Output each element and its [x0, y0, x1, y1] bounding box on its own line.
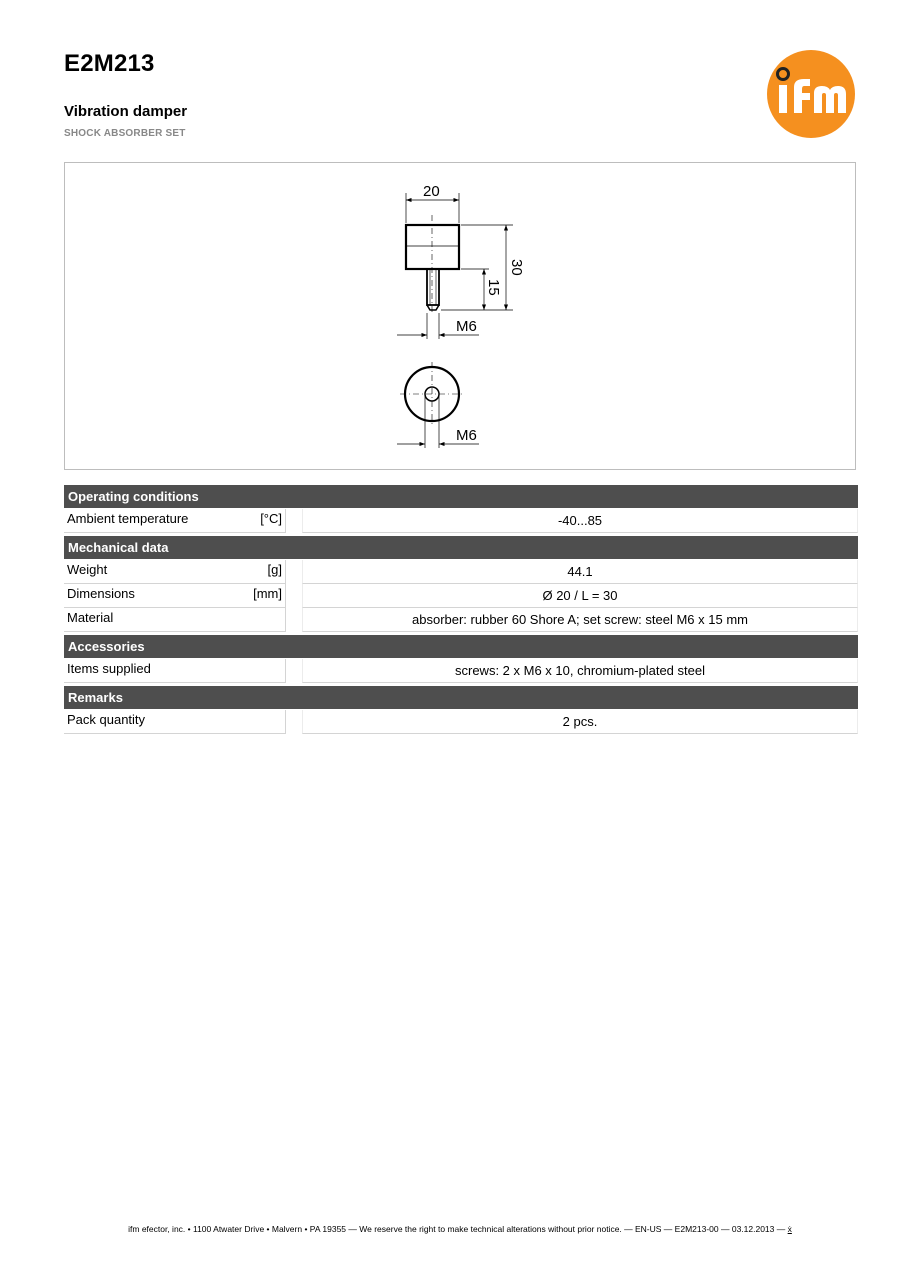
dim-width-label: 20	[423, 183, 440, 200]
product-subtitle: SHOCK ABSORBER SET	[64, 128, 186, 139]
thread-label-side: M6	[456, 318, 477, 335]
spec-label-cell	[64, 608, 286, 632]
spec-label: Ambient temperature	[67, 511, 189, 526]
section-header: Mechanical data	[64, 536, 858, 559]
spec-label-cell	[64, 584, 286, 608]
dimension-drawing	[64, 162, 856, 470]
spec-value: -40...85	[302, 509, 858, 533]
thread-label-top: M6	[456, 427, 477, 444]
footer-mark: ẋ	[787, 1224, 792, 1234]
page-footer	[0, 1224, 900, 1234]
spec-unit: [°C]	[260, 511, 282, 526]
spec-row	[64, 710, 858, 734]
spec-label-cell	[64, 509, 286, 533]
spec-value: 2 pcs.	[302, 710, 858, 734]
spec-label-cell	[64, 710, 286, 734]
spec-unit: [g]	[267, 562, 282, 577]
product-code: E2M213	[64, 50, 155, 77]
spec-value: screws: 2 x M6 x 10, chromium-plated steel	[302, 659, 858, 683]
spec-label: Material	[67, 610, 114, 625]
dim-height-label: 30	[508, 259, 525, 276]
footer-text: ifm efector, inc. • 1100 Atwater Drive • Malvern • PA 19355 — We reserve the right to make technical alterations without prior notice. — EN-US — E2M213-00 — 03.12.2013 —	[128, 1224, 786, 1234]
spec-unit: [mm]	[253, 586, 282, 601]
section-header: Operating conditions	[64, 485, 858, 508]
dim-thread-length-label: 15	[485, 279, 502, 296]
ifm-logo	[766, 49, 856, 139]
spec-label-cell	[64, 560, 286, 584]
spec-row	[64, 608, 858, 632]
section-header: Remarks	[64, 686, 858, 709]
spec-value: 44.1	[302, 560, 858, 584]
spec-label: Dimensions	[67, 586, 135, 601]
spec-row	[64, 659, 858, 683]
spec-label: Pack quantity	[67, 712, 146, 727]
product-name: Vibration damper	[64, 103, 188, 120]
spec-value: absorber: rubber 60 Shore A; set screw: steel M6 x 15 mm	[302, 608, 858, 632]
spec-label-cell	[64, 659, 286, 683]
section-header: Accessories	[64, 635, 858, 658]
specification-table	[64, 485, 858, 734]
spec-value: Ø 20 / L = 30	[302, 584, 858, 608]
spec-row	[64, 560, 858, 584]
spec-row	[64, 509, 858, 533]
spec-label: Weight	[67, 562, 108, 577]
spec-label: Items supplied	[67, 661, 151, 676]
spec-row	[64, 584, 858, 608]
